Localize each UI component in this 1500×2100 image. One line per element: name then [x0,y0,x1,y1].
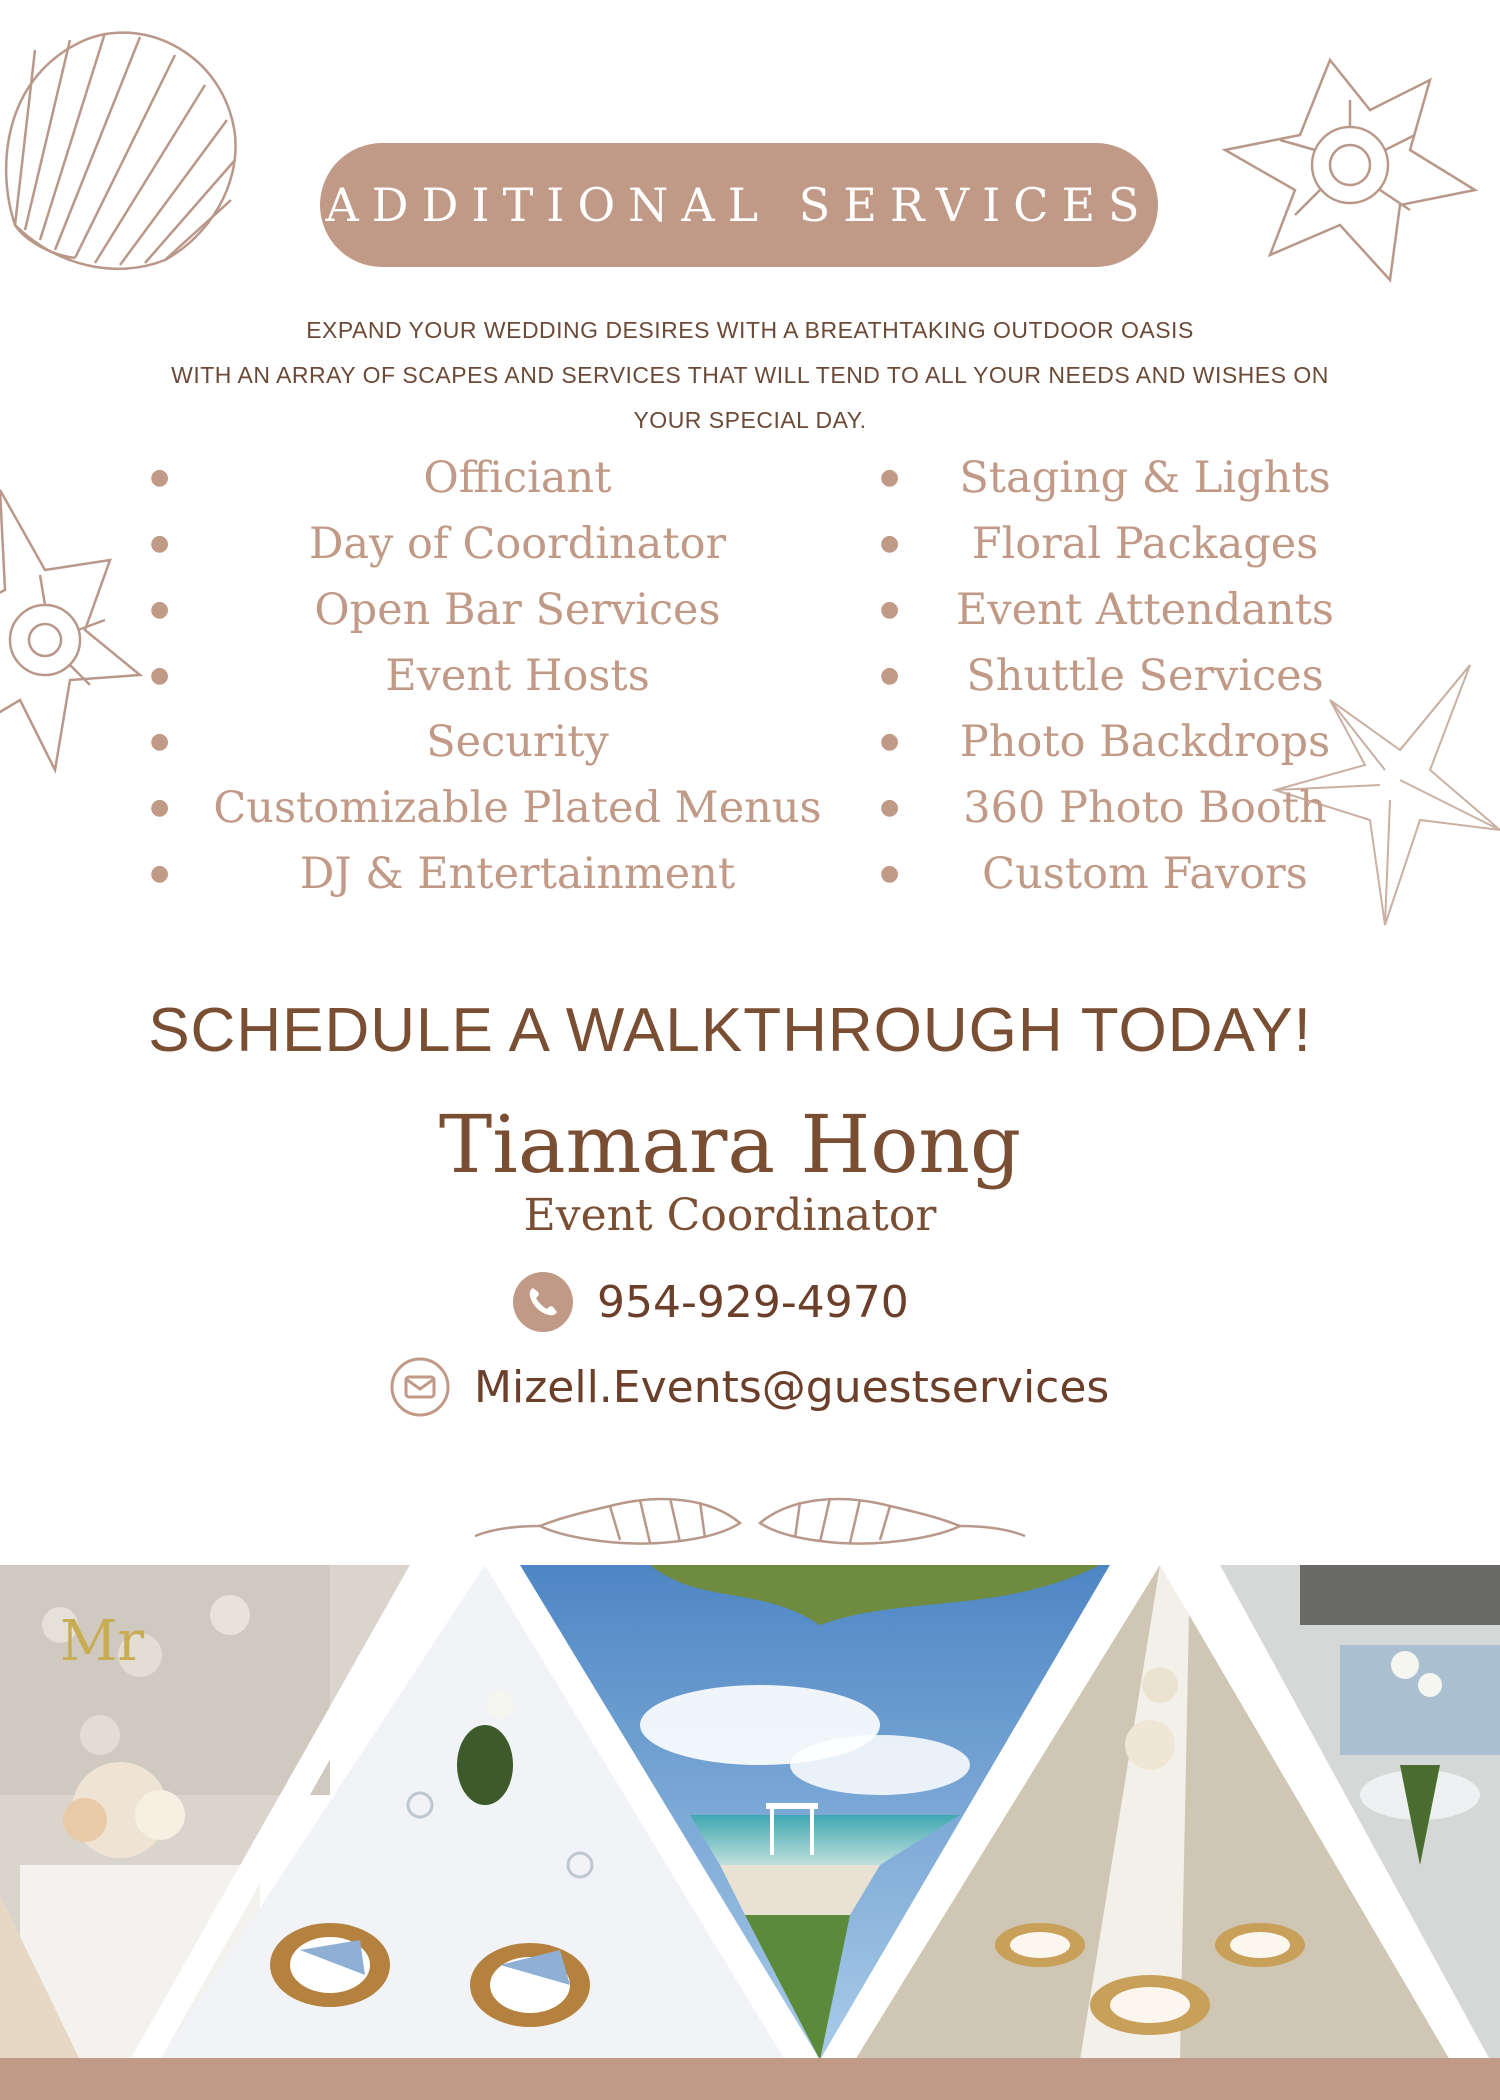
list-item: ● Custom Favors [880,849,1308,899]
intro-text [110,308,1390,443]
header-banner [320,143,1158,267]
email-row[interactable] [390,1357,1109,1417]
list-item: ● Floral Packages [880,519,1319,569]
service-label: Floral Packages [971,519,1319,569]
intro-line: YOUR SPECIAL DAY. [633,407,867,433]
service-label: Event Attendants [956,585,1334,635]
service-label: Custom Favors [982,849,1308,899]
svg-text:Mr: Mr [60,1609,145,1674]
service-label: Officiant [423,453,612,503]
list-item: ● Day of Coordinator [150,519,727,569]
page-title: ADDITIONAL SERVICES [325,178,1153,232]
list-item: ● Photo Backdrops [880,717,1331,767]
contact-name: Tiamara Hong [438,1098,1022,1191]
conch-shell-icon [1220,40,1480,285]
envelope-icon [390,1357,450,1417]
service-label: DJ & Entertainment [299,849,736,899]
intro-line: EXPAND YOUR WEDDING DESIRES WITH A BREATHTAKING OUTDOOR OASIS [306,317,1194,343]
service-label: Open Bar Services [314,585,721,635]
service-label: Shuttle Services [966,651,1324,701]
service-label: Photo Backdrops [959,717,1331,767]
service-label: Staging & Lights [959,453,1331,503]
cta-heading: SCHEDULE A WALKTHROUGH TODAY! [148,996,1312,1065]
phone-number[interactable]: 954-929-4970 [597,1276,909,1328]
list-item: ● 360 Photo Booth [880,783,1327,833]
service-label: 360 Photo Booth [963,783,1327,833]
phone-icon [513,1272,573,1332]
list-item: ● Staging & Lights [880,453,1331,503]
footer-bar [0,2058,1500,2100]
email-address[interactable]: Mizell.Events@guestservices [474,1361,1110,1413]
contact-role: Event Coordinator [523,1190,937,1241]
service-label: Security [426,717,609,767]
list-item: ● DJ & Entertainment [150,849,736,899]
list-item: ● Security [150,717,609,767]
service-label: Day of Coordinator [308,519,727,569]
photo-collage [0,1565,1500,2060]
list-item: ● Event Attendants [880,585,1334,635]
conch-shell-icon [0,480,150,780]
list-item: ● Customizable Plated Menus [150,783,822,833]
intro-line: WITH AN ARRAY OF SCAPES AND SERVICES THAT WILL TEND TO ALL YOUR NEEDS AND WISHES ON [171,362,1329,388]
list-item: ● Officiant [150,453,612,503]
list-item: ● Open Bar Services [150,585,721,635]
service-label: Customizable Plated Menus [213,783,822,833]
list-item: ● Event Hosts [150,651,650,701]
scallop-shell-icon [0,15,245,275]
services-list-right [870,445,1380,907]
services-list-left [140,445,855,907]
phone-row[interactable] [513,1272,909,1332]
service-label: Event Hosts [385,651,650,701]
list-item: ● Shuttle Services [880,651,1324,701]
shell-divider-icon [470,1488,1030,1558]
